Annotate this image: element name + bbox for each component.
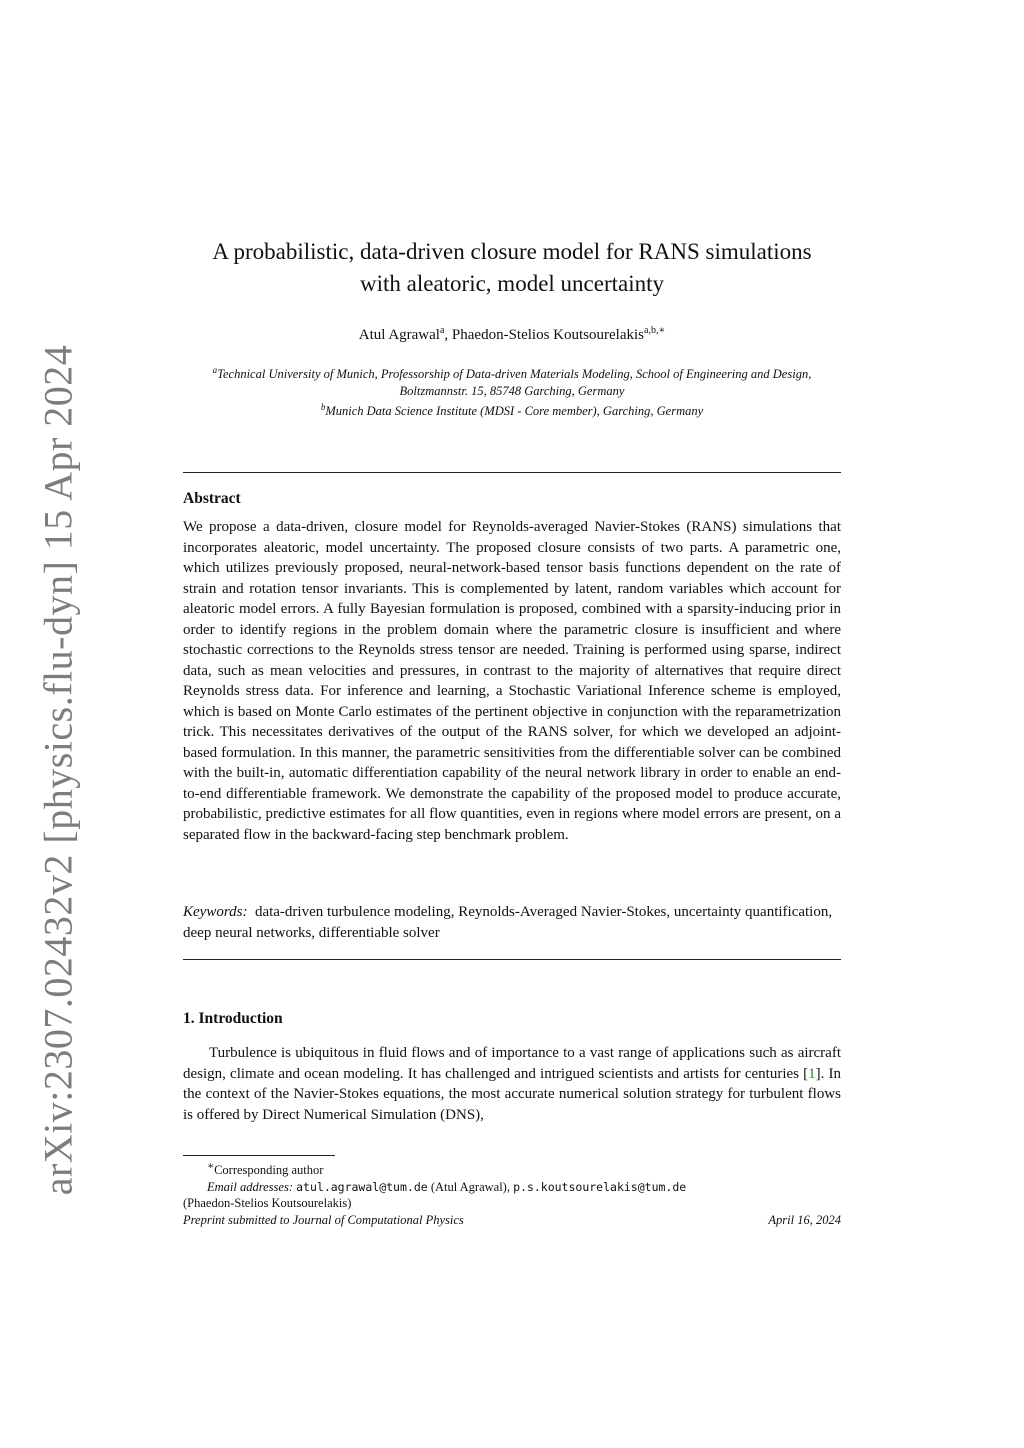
corresponding-author-note xyxy=(183,1159,841,1179)
affiliations xyxy=(140,362,884,420)
title-line-2: with aleatoric, model uncertainty xyxy=(360,271,664,296)
affiliation-mark: b xyxy=(320,402,326,413)
keywords-label: Keywords: xyxy=(183,904,248,920)
email-link[interactable]: atul.agrawal@tum.de xyxy=(296,1179,428,1194)
affiliation-text: Munich Data Science Institute (MDSI - Core member), Garching, Germany xyxy=(325,404,704,419)
author-name: Atul Agrawal xyxy=(358,327,440,343)
footnote xyxy=(183,1159,841,1212)
footnote-rule xyxy=(183,1155,335,1156)
abstract-bottom-rule xyxy=(183,959,841,960)
email-link[interactable]: p.s.koutsourelakis@tum.de xyxy=(513,1179,687,1194)
arxiv-identifier-stamp: arXiv:2307.02432v2 [physics.flu-dyn] 15 Apr 2024 xyxy=(35,344,81,1196)
email-label: Email addresses: xyxy=(207,1179,293,1194)
footnote-mark: ∗ xyxy=(207,1161,215,1172)
paper-title xyxy=(140,236,884,300)
email-owner: (Atul Agrawal), xyxy=(430,1179,510,1194)
section-heading-introduction: 1. Introduction xyxy=(183,1010,283,1027)
affiliation-text: Technical University of Munich, Professorship of Data-driven Materials Modeling, School of Engineering and Design, xyxy=(217,367,812,382)
keywords-text: data-driven turbulence modeling, Reynolds-Averaged Navier-Stokes, uncertainty quantification, deep neural networks, differentiable solver xyxy=(183,904,833,941)
abstract-text: We propose a data-driven, closure model for Reynolds-averaged Navier-Stokes (RANS) simulations that incorporates aleatoric, model uncertainty. The proposed closure consists of two parts. A parametric one, which utilizes previously proposed, neural-network-based tensor basis functions dependent on the rate of strain and rotation tensor invariants. This is complemented by latent, random variables which account for aleatoric model errors. A fully Bayesian formulation is proposed, combined with a sparsity-inducing prior in order to identify regions in the problem domain where the parametric closure is insufficient and where stochastic corrections to the Reynolds stress tensor are needed. Training is performed using sparse, indirect data, such as mean velocities and pressures, in contrast to the majority of alternatives that require direct Reynolds stress data. For inference and learning, a Stochastic Variational Inference scheme is employed, which is based on Monte Carlo estimates of the pertinent objective in conjunction with the reparametrization trick. This necessitates derivatives of the output of the RANS solver, for which we developed an adjoint-based formulation. In this manner, the parametric sensitivities from the differentiable solver can be combined with the built-in, automatic differentiation capability of the neural network library in order to enable an end-to-end differentiable framework. We demonstrate the capability of the proposed model to produce accurate, probabilistic, predictive estimates for all flow quantities, even in regions where model errors are present, on a separated flow in the backward-facing step benchmark problem. xyxy=(183,519,841,843)
affiliation-b xyxy=(140,399,884,420)
introduction-paragraph xyxy=(183,1043,841,1125)
author-separator: , xyxy=(444,327,452,343)
intro-text: Turbulence is ubiquitous in fluid flows and of importance to a vast range of applications such as aircraft design, climate and ocean modeling. It has challenged and intrigued scientists and artists for centuries [ xyxy=(183,1045,841,1082)
affiliation-mark: a xyxy=(212,365,218,375)
email-addresses xyxy=(183,1179,841,1196)
intro-text: ]. In the context of the Navier-Stokes equations, the most accurate numerical solution strategy for turbulent flows is offered by Direct Numerical Simulation (DNS), xyxy=(183,1065,841,1123)
date-footer: April 16, 2024 xyxy=(768,1213,841,1227)
citation-link[interactable]: 1 xyxy=(808,1065,816,1082)
author-list xyxy=(140,325,884,344)
title-line-1: A probabilistic, data-driven closure model for RANS simulations xyxy=(212,239,812,264)
email-owner: (Phaedon-Stelios Koutsourelakis) xyxy=(183,1196,352,1211)
journal-footer: Preprint submitted to Journal of Computational Physics xyxy=(183,1213,464,1227)
author-affiliation-mark: a xyxy=(439,325,445,336)
abstract-heading: Abstract xyxy=(183,490,241,507)
author-name: Phaedon-Stelios Koutsourelakis xyxy=(451,327,644,343)
footnote-text: Corresponding author xyxy=(214,1163,324,1178)
affiliation-a xyxy=(140,362,884,383)
keywords xyxy=(183,902,841,943)
affiliation-a-address: Boltzmannstr. 15, 85748 Garching, Germany xyxy=(399,383,625,398)
abstract-top-rule xyxy=(183,472,841,473)
author-affiliation-mark: a,b,∗ xyxy=(644,325,666,336)
